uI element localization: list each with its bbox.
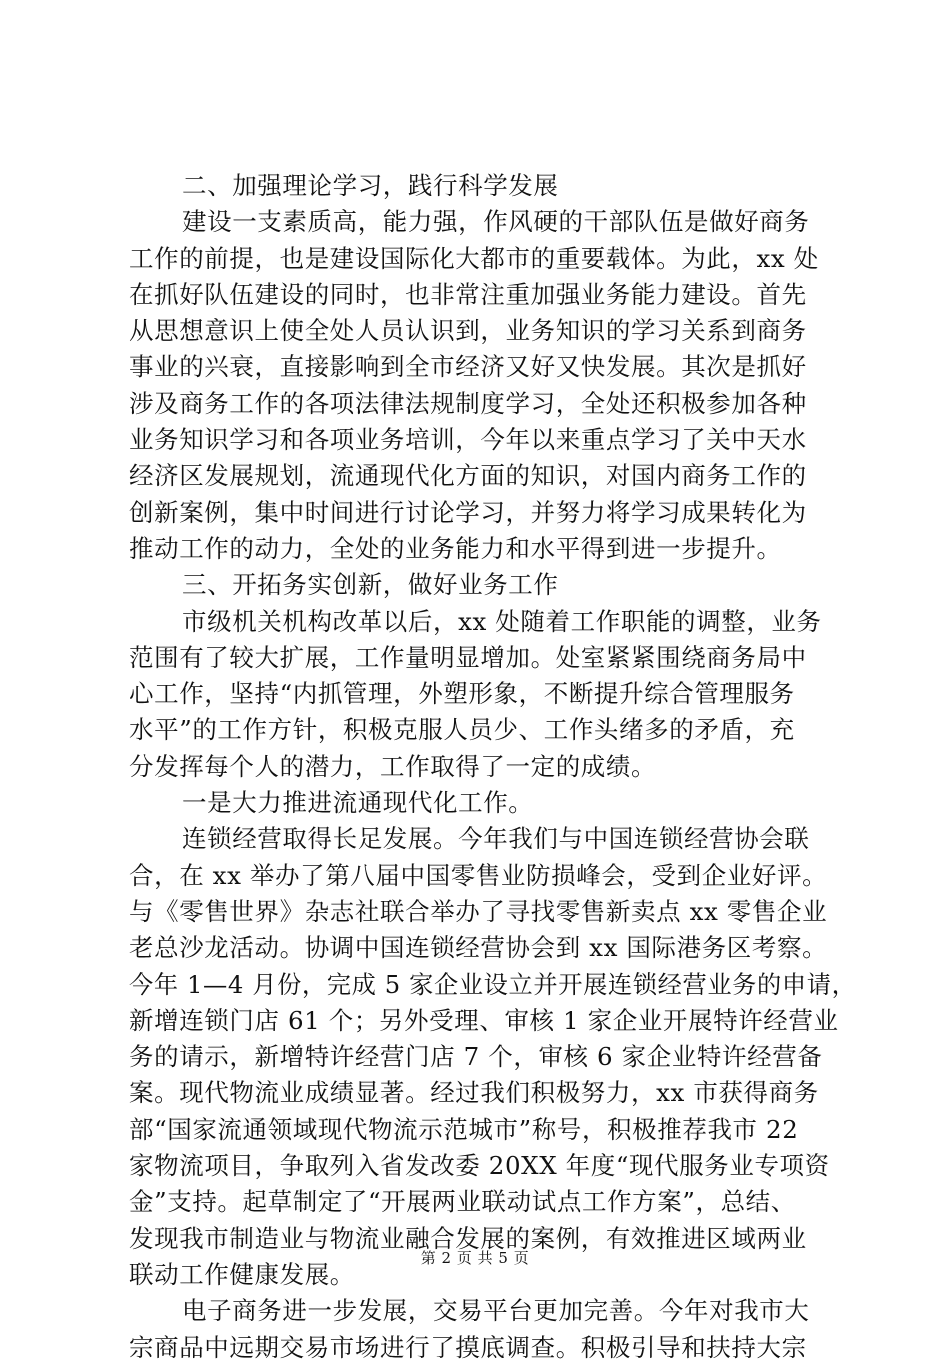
text-line: 建设一支素质高，能力强，作风硬的干部队伍是做好商务 [182,207,810,237]
text-line: 务的请示，新增特许经营门店 7 个，审核 6 家企业特许经营备 [129,1042,823,1072]
text-line: 今年 1—4 月份，完成 5 家企业设立并开展连锁经营业务的申请， [129,969,857,999]
text-line: 家物流项目，争取列入省发改委 20XX 年度“现代服务业专项资 [129,1151,830,1181]
text-line: 范围有了较大扩展，工作量明显增加。处室紧紧围绕商务局中 [129,642,807,672]
text-line: 分发挥每个人的潜力，工作取得了一定的成绩。 [129,751,657,781]
text-line: 老总沙龙活动。协调中国连锁经营协会到 xx 国际港务区考察。 [129,933,828,963]
text-line: 从思想意识上使全处人员认识到，业务知识的学习关系到商务 [129,316,807,346]
text-line: 部“国家流通领域现代物流示范城市”称号，积极推荐我市 22 [129,1114,799,1144]
page-footer: 第 2 页 共 5 页 [420,1249,530,1267]
text-line: 一是大力推进流通现代化工作。 [182,788,534,818]
text-line: 经济区发展规划，流通现代化方面的知识，对国内商务工作的 [129,461,807,491]
text-line: 案。现代物流业成绩显著。经过我们积极努力，xx 市获得商务 [129,1078,819,1108]
text-line: 市级机关机构改革以后，xx 处随着工作职能的调整，业务 [182,606,822,636]
text-line: 创新案例，集中时间进行讨论学习，并努力将学习成果转化为 [129,497,807,527]
text-line: 新增连锁门店 61 个；另外受理、审核 1 家企业开展特许经营业 [129,1005,839,1035]
text-line: 推动工作的动力，全处的业务能力和水平得到进一步提升。 [129,533,782,563]
text-line: 二、加强理论学习，践行科学发展 [182,171,559,200]
text-line: 合，在 xx 举办了第八届中国零售业防损峰会，受到企业好评。 [129,860,828,890]
text-line: 三、开拓务实创新，做好业务工作 [182,570,559,600]
text-line: 水平”的工作方针，积极克服人员少、工作头绪多的矛盾，充 [129,715,795,745]
text-line: 金”支持。起草制定了“开展两业联动试点工作方案”，总结、 [129,1187,796,1217]
text-line: 业务知识学习和各项业务培训，今年以来重点学习了关中天水 [129,425,807,455]
text-line: 在抓好队伍建设的同时，也非常注重加强业务能力建设。首先 [129,279,807,309]
text-line: 连锁经营取得长足发展。今年我们与中国连锁经营协会联 [182,824,810,854]
text-line: 发现我市制造业与物流业融合发展的案例，有效推进区域两业 [129,1223,807,1253]
text-line: 涉及商务工作的各项法律法规制度学习，全处还积极参加各种 [129,388,807,418]
text-line: 心工作，坚持“内抓管理，外塑形象，不断提升综合管理服务 [129,679,795,709]
text-line: 与《零售世界》杂志社联合举办了寻找零售新卖点 xx 零售企业 [129,896,828,926]
text-line: 事业的兴衰，直接影响到全市经济又好又快发展。其次是抓好 [129,352,807,382]
text-line: 工作的前提，也是建设国际化大都市的重要载体。为此，xx 处 [129,243,819,273]
text-line: 联动工作健康发展。 [129,1259,355,1289]
document-body [129,168,859,1366]
text-line: 宗商品中远期交易市场进行了摸底调查。积极引导和扶持大宗 [129,1332,807,1362]
text-line: 电子商务进一步发展，交易平台更加完善。今年对我市大 [182,1296,810,1326]
